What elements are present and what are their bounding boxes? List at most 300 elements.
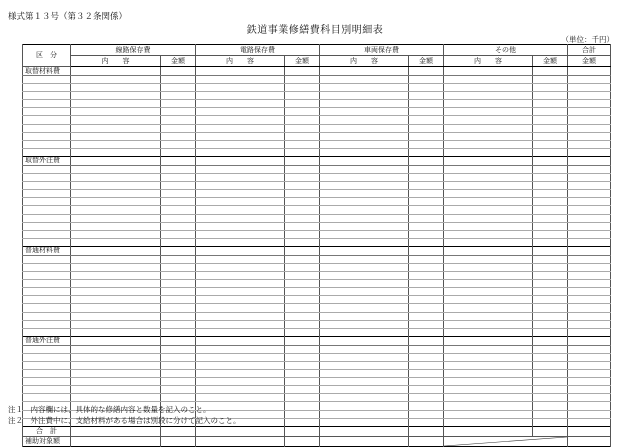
section-blank-cell bbox=[23, 378, 71, 386]
section-blank-cell bbox=[23, 124, 71, 132]
content-cell bbox=[71, 67, 161, 76]
content-cell bbox=[196, 124, 285, 132]
content-cell bbox=[196, 353, 285, 361]
content-cell bbox=[320, 230, 409, 238]
content-cell bbox=[71, 124, 161, 132]
content-cell bbox=[196, 255, 285, 263]
amount-cell bbox=[161, 312, 196, 320]
amount-cell bbox=[161, 345, 196, 353]
section-blank-cell bbox=[23, 328, 71, 336]
amount-cell bbox=[161, 84, 196, 92]
amount-cell bbox=[161, 362, 196, 370]
content-cell bbox=[444, 108, 533, 116]
content-cell bbox=[196, 182, 285, 190]
table-row bbox=[23, 165, 611, 173]
note-1: 注１ 内容欄には、具体的な修繕内容と数量を記入のこと。 bbox=[8, 405, 211, 414]
content-cell bbox=[71, 214, 161, 222]
content-cell bbox=[196, 263, 285, 271]
content-cell bbox=[444, 116, 533, 124]
table-row bbox=[23, 353, 611, 361]
content-cell bbox=[196, 108, 285, 116]
aid-cell bbox=[409, 436, 444, 446]
amount-cell bbox=[409, 132, 444, 140]
amount-cell bbox=[409, 246, 444, 255]
content-cell bbox=[196, 320, 285, 328]
section-blank-cell bbox=[23, 272, 71, 280]
amount-cell bbox=[533, 418, 568, 426]
content-cell bbox=[320, 345, 409, 353]
content-cell bbox=[320, 255, 409, 263]
table-row bbox=[23, 132, 611, 140]
table-row bbox=[23, 272, 611, 280]
amount-cell bbox=[161, 67, 196, 76]
content-cell bbox=[196, 206, 285, 214]
amount-cell bbox=[533, 214, 568, 222]
content-cell bbox=[196, 165, 285, 173]
content-cell bbox=[444, 353, 533, 361]
amount-cell bbox=[161, 124, 196, 132]
total-row bbox=[23, 426, 611, 436]
total-cell bbox=[568, 156, 611, 165]
content-cell bbox=[444, 67, 533, 76]
content-cell bbox=[196, 222, 285, 230]
table-row bbox=[23, 370, 611, 378]
amount-cell bbox=[285, 222, 320, 230]
content-cell bbox=[444, 182, 533, 190]
amount-cell bbox=[285, 116, 320, 124]
aid-diagonal-cell bbox=[444, 436, 568, 446]
amount-cell bbox=[161, 156, 196, 165]
content-cell bbox=[320, 280, 409, 288]
amount-cell bbox=[533, 362, 568, 370]
content-cell bbox=[320, 312, 409, 320]
total-amount-header: 金額 bbox=[568, 56, 611, 67]
section-blank-cell bbox=[23, 238, 71, 246]
total-cell bbox=[568, 198, 611, 206]
content-cell bbox=[71, 336, 161, 345]
content-cell bbox=[320, 182, 409, 190]
table-row bbox=[23, 362, 611, 370]
amount-cell bbox=[285, 148, 320, 156]
content-cell bbox=[196, 156, 285, 165]
content-cell bbox=[71, 182, 161, 190]
amount-cell bbox=[285, 418, 320, 426]
amount-cell bbox=[285, 132, 320, 140]
content-cell bbox=[320, 156, 409, 165]
content-cell bbox=[444, 238, 533, 246]
amount-cell bbox=[285, 386, 320, 394]
amount-cell bbox=[161, 426, 196, 436]
content-cell bbox=[71, 198, 161, 206]
content-cell bbox=[444, 296, 533, 304]
total-cell bbox=[568, 174, 611, 182]
content-cell bbox=[71, 426, 161, 436]
total-cell bbox=[568, 165, 611, 173]
amount-cell bbox=[409, 272, 444, 280]
content-cell bbox=[444, 92, 533, 100]
table-row bbox=[23, 206, 611, 214]
amount-cell bbox=[285, 174, 320, 182]
amount-cell bbox=[285, 165, 320, 173]
section-blank-cell bbox=[23, 174, 71, 182]
amount-cell bbox=[533, 426, 568, 436]
content-cell bbox=[196, 272, 285, 280]
amount-cell bbox=[533, 190, 568, 198]
content-cell bbox=[196, 426, 285, 436]
content-cell bbox=[444, 140, 533, 148]
repair-cost-table bbox=[22, 44, 611, 447]
total-cell bbox=[568, 182, 611, 190]
content-cell bbox=[444, 198, 533, 206]
amount-cell bbox=[409, 124, 444, 132]
content-cell bbox=[196, 214, 285, 222]
content-cell bbox=[196, 394, 285, 402]
amount-cell bbox=[409, 312, 444, 320]
section-row bbox=[23, 246, 611, 255]
total-cell bbox=[568, 214, 611, 222]
amount-cell bbox=[285, 320, 320, 328]
amount-cell bbox=[161, 174, 196, 182]
content-cell bbox=[196, 116, 285, 124]
amount-cell bbox=[533, 140, 568, 148]
amount-cell bbox=[285, 190, 320, 198]
row-header-label: 区 分 bbox=[36, 51, 57, 59]
content-cell bbox=[71, 190, 161, 198]
table-row bbox=[23, 238, 611, 246]
table-row bbox=[23, 140, 611, 148]
amount-cell bbox=[409, 426, 444, 436]
content-cell bbox=[71, 246, 161, 255]
amount-cell bbox=[409, 410, 444, 418]
content-cell bbox=[320, 353, 409, 361]
total-cell bbox=[568, 418, 611, 426]
amount-cell bbox=[409, 190, 444, 198]
aid-cell bbox=[71, 436, 161, 446]
section-blank-cell bbox=[23, 76, 71, 84]
section-row bbox=[23, 336, 611, 345]
total-cell bbox=[568, 92, 611, 100]
total-cell bbox=[568, 312, 611, 320]
section-blank-cell bbox=[23, 222, 71, 230]
content-cell bbox=[320, 92, 409, 100]
amount-cell bbox=[533, 156, 568, 165]
section-label: 普通外注費 bbox=[23, 336, 71, 345]
amount-cell bbox=[285, 426, 320, 436]
amount-cell bbox=[533, 263, 568, 271]
table-row bbox=[23, 296, 611, 304]
amount-cell bbox=[533, 255, 568, 263]
amount-cell bbox=[285, 140, 320, 148]
amount-cell bbox=[533, 174, 568, 182]
section-blank-cell bbox=[23, 370, 71, 378]
aid-cell bbox=[320, 436, 409, 446]
total-cell bbox=[568, 304, 611, 312]
amount-cell bbox=[285, 206, 320, 214]
section-blank-cell bbox=[23, 190, 71, 198]
total-cell bbox=[568, 394, 611, 402]
content-cell bbox=[71, 156, 161, 165]
amount-cell bbox=[533, 182, 568, 190]
unit-label: （単位：千円） bbox=[561, 35, 614, 44]
content-cell bbox=[444, 132, 533, 140]
amount-cell bbox=[533, 100, 568, 108]
row-header-cell bbox=[23, 45, 71, 67]
content-cell bbox=[320, 206, 409, 214]
amount-cell bbox=[409, 84, 444, 92]
amount-cell bbox=[533, 206, 568, 214]
section-blank-cell bbox=[23, 288, 71, 296]
total-cell bbox=[568, 402, 611, 410]
content-cell bbox=[320, 198, 409, 206]
amount-cell bbox=[285, 214, 320, 222]
content-cell bbox=[71, 280, 161, 288]
note-2: 注２ 外注費中に、支給材料がある場合は別段に分けて記入のこと。 bbox=[8, 416, 241, 425]
section-blank-cell bbox=[23, 100, 71, 108]
content-cell bbox=[71, 132, 161, 140]
content-cell bbox=[71, 148, 161, 156]
content-cell bbox=[444, 304, 533, 312]
total-cell bbox=[568, 246, 611, 255]
content-cell bbox=[320, 304, 409, 312]
amount-cell bbox=[533, 238, 568, 246]
amount-cell bbox=[533, 402, 568, 410]
content-cell bbox=[196, 148, 285, 156]
content-cell bbox=[320, 116, 409, 124]
amount-cell bbox=[285, 238, 320, 246]
amount-cell bbox=[285, 124, 320, 132]
amount-cell bbox=[533, 165, 568, 173]
amount-cell bbox=[161, 222, 196, 230]
content-cell bbox=[444, 370, 533, 378]
aid-cell bbox=[285, 436, 320, 446]
table-row bbox=[23, 378, 611, 386]
group-electric: 電路保存費 bbox=[196, 45, 320, 56]
amount-cell bbox=[409, 108, 444, 116]
amount-cell bbox=[409, 156, 444, 165]
content-cell bbox=[444, 222, 533, 230]
amount-cell bbox=[533, 312, 568, 320]
total-cell bbox=[568, 370, 611, 378]
total-cell bbox=[568, 108, 611, 116]
section-blank-cell bbox=[23, 320, 71, 328]
content-cell bbox=[444, 206, 533, 214]
amount-cell bbox=[533, 92, 568, 100]
amount-cell bbox=[533, 76, 568, 84]
content-cell bbox=[71, 84, 161, 92]
amount-cell bbox=[285, 230, 320, 238]
amount-cell bbox=[533, 222, 568, 230]
amount-cell bbox=[533, 296, 568, 304]
content-cell bbox=[444, 345, 533, 353]
content-cell bbox=[196, 190, 285, 198]
amount-cell bbox=[409, 174, 444, 182]
amount-cell bbox=[285, 296, 320, 304]
section-label: 普通材料費 bbox=[23, 246, 71, 255]
amount-cell bbox=[285, 92, 320, 100]
content-cell bbox=[196, 174, 285, 182]
content-cell bbox=[320, 386, 409, 394]
content-cell bbox=[444, 418, 533, 426]
content-cell bbox=[71, 92, 161, 100]
section-blank-cell bbox=[23, 280, 71, 288]
section-blank-cell bbox=[23, 230, 71, 238]
sub-content: 内 容 bbox=[71, 56, 161, 67]
content-cell bbox=[320, 378, 409, 386]
content-cell bbox=[320, 124, 409, 132]
amount-cell bbox=[409, 100, 444, 108]
table-row bbox=[23, 312, 611, 320]
total-cell bbox=[568, 362, 611, 370]
content-cell bbox=[196, 328, 285, 336]
amount-cell bbox=[409, 255, 444, 263]
amount-cell bbox=[409, 165, 444, 173]
content-cell bbox=[71, 238, 161, 246]
total-cell bbox=[568, 116, 611, 124]
amount-cell bbox=[409, 214, 444, 222]
content-cell bbox=[196, 362, 285, 370]
amount-cell bbox=[533, 353, 568, 361]
amount-cell bbox=[409, 148, 444, 156]
content-cell bbox=[196, 132, 285, 140]
amount-cell bbox=[285, 156, 320, 165]
section-blank-cell bbox=[23, 353, 71, 361]
amount-cell bbox=[161, 280, 196, 288]
content-cell bbox=[444, 272, 533, 280]
amount-cell bbox=[409, 222, 444, 230]
content-cell bbox=[71, 370, 161, 378]
amount-cell bbox=[409, 378, 444, 386]
content-cell bbox=[320, 214, 409, 222]
amount-cell bbox=[533, 288, 568, 296]
content-cell bbox=[444, 280, 533, 288]
group-track: 線路保存費 bbox=[71, 45, 196, 56]
amount-cell bbox=[533, 67, 568, 76]
group-total: 合計 bbox=[568, 45, 611, 56]
content-cell bbox=[444, 312, 533, 320]
amount-cell bbox=[161, 108, 196, 116]
sub-content: 内 容 bbox=[444, 56, 533, 67]
content-cell bbox=[320, 76, 409, 84]
section-blank-cell bbox=[23, 116, 71, 124]
content-cell bbox=[444, 230, 533, 238]
content-cell bbox=[71, 272, 161, 280]
content-cell bbox=[320, 108, 409, 116]
total-cell bbox=[568, 263, 611, 271]
table-row bbox=[23, 263, 611, 271]
amount-cell bbox=[161, 353, 196, 361]
section-blank-cell bbox=[23, 345, 71, 353]
content-cell bbox=[196, 92, 285, 100]
amount-cell bbox=[161, 263, 196, 271]
amount-cell bbox=[409, 182, 444, 190]
content-cell bbox=[320, 320, 409, 328]
amount-cell bbox=[161, 378, 196, 386]
content-cell bbox=[71, 328, 161, 336]
amount-cell bbox=[409, 336, 444, 345]
amount-cell bbox=[285, 312, 320, 320]
total-cell bbox=[568, 222, 611, 230]
amount-cell bbox=[533, 116, 568, 124]
content-cell bbox=[71, 320, 161, 328]
aid-cell bbox=[568, 436, 611, 446]
table-row bbox=[23, 280, 611, 288]
table-row bbox=[23, 84, 611, 92]
table-row bbox=[23, 124, 611, 132]
table-row bbox=[23, 182, 611, 190]
content-cell bbox=[444, 156, 533, 165]
total-cell bbox=[568, 190, 611, 198]
amount-cell bbox=[285, 100, 320, 108]
total-cell bbox=[568, 410, 611, 418]
content-cell bbox=[444, 124, 533, 132]
content-cell bbox=[71, 140, 161, 148]
content-cell bbox=[196, 76, 285, 84]
amount-cell bbox=[285, 362, 320, 370]
section-blank-cell bbox=[23, 304, 71, 312]
amount-cell bbox=[533, 230, 568, 238]
section-blank-cell bbox=[23, 386, 71, 394]
amount-cell bbox=[285, 263, 320, 271]
content-cell bbox=[71, 76, 161, 84]
section-blank-cell bbox=[23, 362, 71, 370]
total-cell bbox=[568, 378, 611, 386]
aid-cell bbox=[196, 436, 285, 446]
content-cell bbox=[196, 198, 285, 206]
content-cell bbox=[71, 312, 161, 320]
amount-cell bbox=[285, 402, 320, 410]
table-row bbox=[23, 222, 611, 230]
amount-cell bbox=[533, 378, 568, 386]
content-cell bbox=[71, 222, 161, 230]
content-cell bbox=[320, 174, 409, 182]
amount-cell bbox=[285, 304, 320, 312]
aid-label: 補助対象額 bbox=[23, 436, 71, 446]
content-cell bbox=[320, 426, 409, 436]
content-cell bbox=[196, 100, 285, 108]
amount-cell bbox=[161, 190, 196, 198]
total-cell bbox=[568, 328, 611, 336]
notes bbox=[8, 404, 241, 426]
content-cell bbox=[320, 238, 409, 246]
sub-content: 内 容 bbox=[196, 56, 285, 67]
total-cell bbox=[568, 124, 611, 132]
amount-cell bbox=[409, 230, 444, 238]
content-cell bbox=[444, 320, 533, 328]
content-cell bbox=[196, 67, 285, 76]
content-cell bbox=[71, 206, 161, 214]
amount-cell bbox=[161, 132, 196, 140]
section-blank-cell bbox=[23, 165, 71, 173]
amount-cell bbox=[161, 394, 196, 402]
table-row bbox=[23, 304, 611, 312]
total-cell bbox=[568, 148, 611, 156]
total-cell bbox=[568, 76, 611, 84]
amount-cell bbox=[161, 230, 196, 238]
amount-cell bbox=[161, 214, 196, 222]
section-blank-cell bbox=[23, 84, 71, 92]
content-cell bbox=[444, 426, 533, 436]
amount-cell bbox=[409, 386, 444, 394]
total-cell bbox=[568, 336, 611, 345]
content-cell bbox=[444, 394, 533, 402]
section-blank-cell bbox=[23, 198, 71, 206]
amount-cell bbox=[409, 206, 444, 214]
total-cell bbox=[568, 84, 611, 92]
amount-cell bbox=[285, 198, 320, 206]
total-cell bbox=[568, 280, 611, 288]
amount-cell bbox=[161, 182, 196, 190]
amount-cell bbox=[533, 394, 568, 402]
